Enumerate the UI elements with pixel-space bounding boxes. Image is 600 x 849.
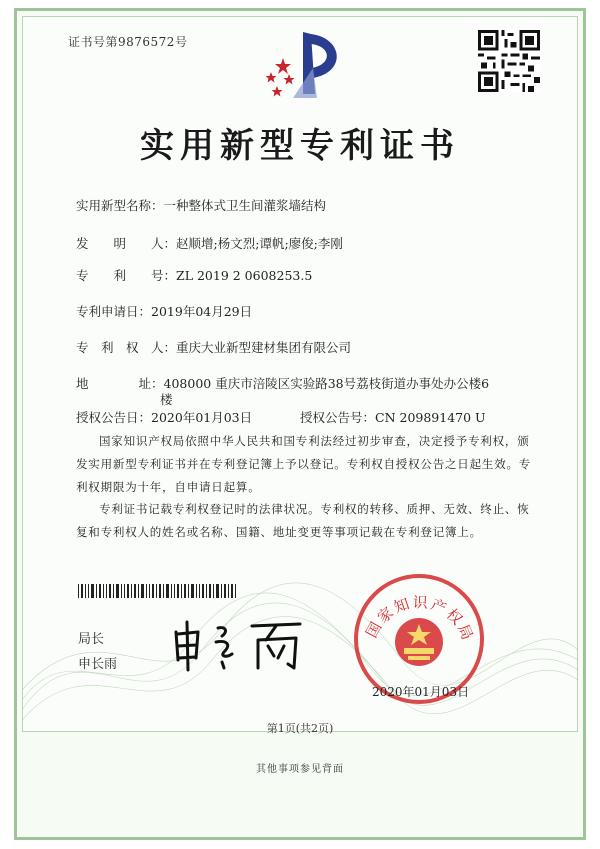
svg-text:国家知识产权局: 国家知识产权局 <box>362 593 478 645</box>
inventor-value: 赵顺增;杨文烈;谭帆;廖俊;李刚 <box>176 236 343 251</box>
inventor-row <box>76 234 343 252</box>
patent-number-label: 专 利 号： <box>76 268 177 283</box>
patentee-value: 重庆大业新型建材集团有限公司 <box>176 340 352 355</box>
grant-date-value: 2020年01月03日 <box>151 410 253 425</box>
director-title: 局长 <box>78 632 105 647</box>
patentee-label: 专 利 权 人： <box>76 340 177 355</box>
grant-number-label: 授权公告号： <box>300 410 376 425</box>
utility-model-name-label: 实用新型名称： <box>76 198 164 213</box>
notice-paragraph-2: 专利证书记载专利权登记时的法律状况。专利权的转移、质押、无效、终止、恢复和专利权人的姓名或名称、国籍、地址变更等事项记载在专利登记簿上。 <box>76 502 530 539</box>
address-label: 地 址： <box>76 376 164 391</box>
patent-office-emblem-icon <box>255 28 350 100</box>
footnote: 其他事项参见背面 <box>256 764 344 775</box>
filing-date-value: 2019年04月29日 <box>151 304 253 319</box>
grant-number-row <box>300 408 486 426</box>
utility-model-name-row <box>76 196 326 214</box>
filing-date-label: 专利申请日： <box>76 304 152 319</box>
grant-date-label: 授权公告日： <box>76 410 152 425</box>
utility-model-name-value: 一种整体式卫生间灌浆墙结构 <box>163 198 327 213</box>
grant-number-value: CN 209891470 U <box>375 410 486 425</box>
address-value-line2: 楼 <box>160 392 173 407</box>
page-number: 第1页(共2页) <box>266 722 334 735</box>
notice-paragraph-1: 国家知识产权局依照中华人民共和国专利法经过初步审查，决定授予专利权，颁发实用新型专利证书并在专利登记簿上予以登记。专利权自授权公告之日起生效。专利权期限为十年，自申请日起算。 <box>76 434 532 494</box>
certificate-title: 实用新型专利证书 <box>140 126 460 166</box>
address-row <box>76 374 489 392</box>
grant-date-row <box>76 408 252 426</box>
patent-number-value: ZL 2019 2 0608253.5 <box>176 268 313 283</box>
patentee-row <box>76 338 351 356</box>
patent-number-row <box>76 266 312 284</box>
director-signature <box>168 618 308 674</box>
certificate-number: 证书号第9876572号 <box>68 35 188 49</box>
inventor-label: 发 明 人： <box>76 236 177 251</box>
address-value-line1: 408000 重庆市涪陵区实验路38号荔枝街道办事处办公楼6 <box>163 376 490 391</box>
barcode-icon <box>78 584 238 598</box>
qr-code-icon <box>478 30 540 92</box>
seal-date: 2020年01月03日 <box>372 685 470 699</box>
filing-date-row <box>76 302 252 320</box>
address-continuation-row <box>160 390 173 408</box>
director-name: 申长雨 <box>78 657 118 672</box>
